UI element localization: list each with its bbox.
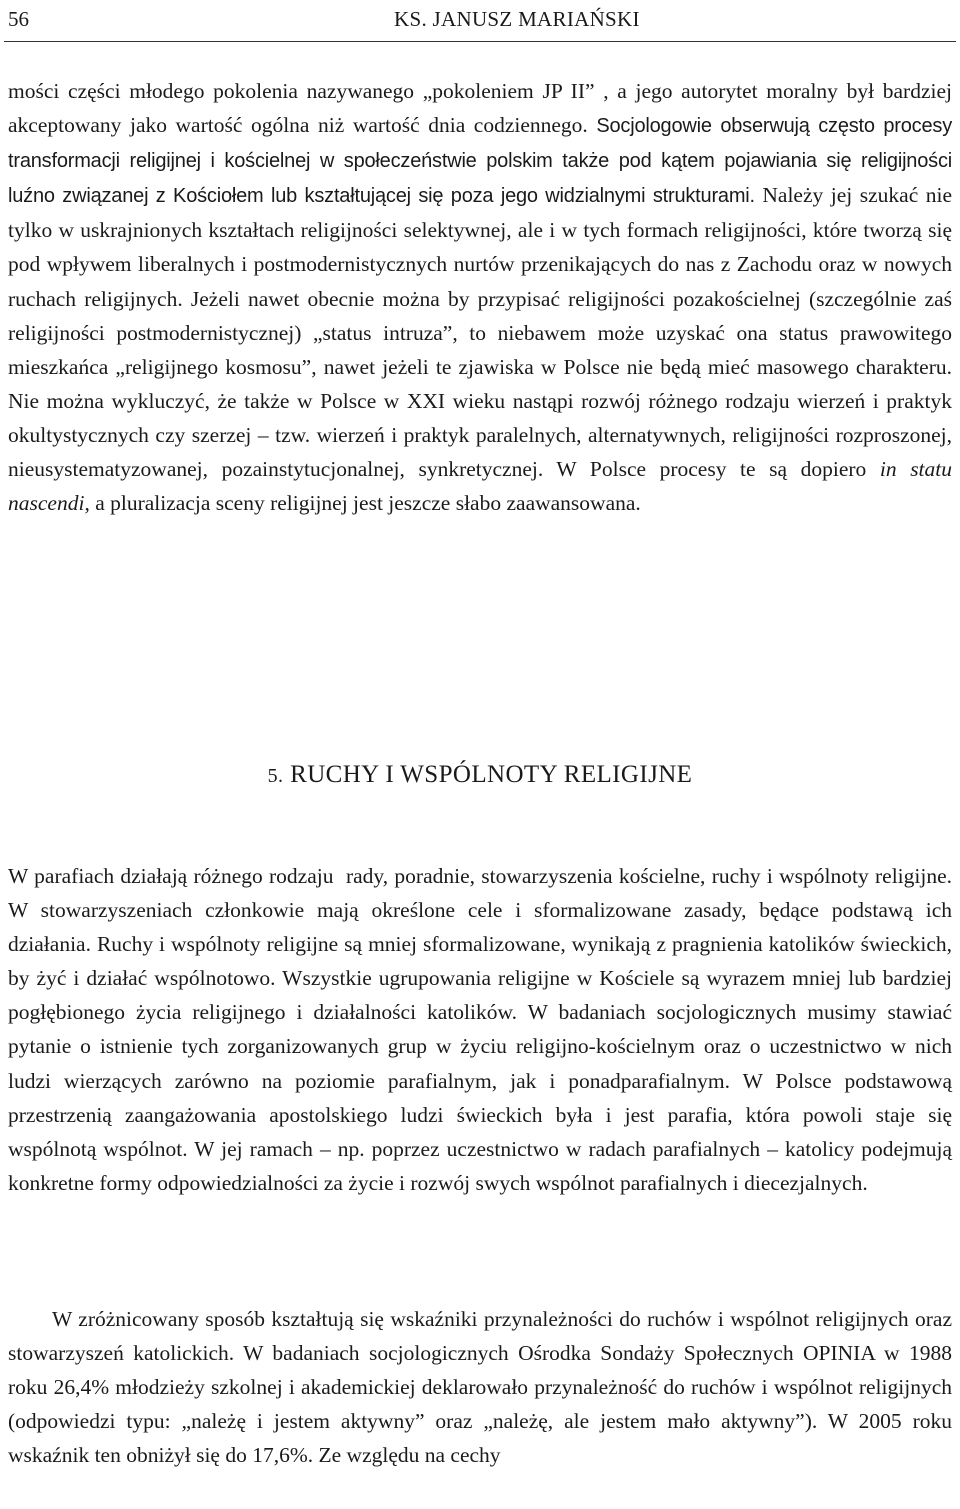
paragraph-2: W parafiach działają różnego rodzaju rady, poradnie, stowarzyszenia kościelne, ruchy i wspólnoty religijne. W stowarzyszeniach członkowie mają określone cele i sformalizowane zasady, będące podstawą ich działania. Ruchy i wspólnoty religijne są mniej sformalizowane, wynikają z pragnienia katolików świeckich, by żyć i działać wspólnotowo. Wszystkie ugrupowania religijne w Kościele są wyrazem mniej lub bardziej pogłębionego życia religijnego i działalności katolików. W badaniach socjologicznych musimy stawiać pytanie o istnienie tych zorganizowanych grup w życiu religijno-kościelnym oraz o uczestnictwo w nich ludzi wierzących zarówno na poziomie parafialnym, jak i ponadparafialnym. W Polsce podstawową przestrzenią zaangażowania apostolskiego ludzi świeckich była i jest parafia, która powoli staje się wspólnotą wspólnot. W jej ramach – np. poprzez uczestnictwo w radach parafialnych – katolicy podejmują konkretne formy odpowiedzialności za życie i rozwój swych wspólnot parafialnych i diecezjalnych. [8, 864, 952, 1195]
section-heading [0, 755, 960, 796]
paragraph-1 [8, 74, 952, 520]
latin-phrase: in statu nascendi [8, 457, 953, 516]
header-rule [4, 41, 956, 42]
paragraph-3: W zróżnicowany sposób kształtują się wskaźniki przynależności do ruchów i wspólnot religijnych oraz stowarzyszeń katolickich. W badaniach socjologicznych Ośrodka Sondaży Społecznych OPINIA w 1988 roku 26,4% młodzieży szkolnej i akademickiej deklarowało przynależność do ruchów i wspólnot religijnych (odpowiedzi typu: „należę i jestem aktywny” oraz „należę, ale jestem mało aktywny”). W 2005 roku wskaźnik ten obniżył się do 17,6%. Ze względu na cechy [8, 1307, 952, 1468]
paragraph-1-text: Należy jej szukać nie tylko w uskrajnionych kształtach religijności selektywnej, ale i w tych formach religijności, które tworzą się pod wpływem liberalnych i postmodernistycznych nurtów przenikających do nas z Zachodu oraz w nowych ruchach religijnych. Jeżeli nawet obecnie można by przypisać religijności pozakościelnej (szczególnie zaś religijności postmodernistycznej) „status intruza”, to niebawem może uzyskać ona status prawowitego mieszkańca „religijnego kosmosu”, nawet jeżeli te zjawiska w Polsce nie będą mieć masowego charakteru. Nie można wykluczyć, że także w Polsce w XXI wieku nastąpi rozwój różnego rodzaju wierzeń i praktyk okultystycznych czy szerzej – tzw. wierzeń i praktyk paralelnych, alternatywnych, religijności rozproszonej, nieusystematyzowanej, pozainstytucjonalnej, synkretycznej. W Polsce procesy te są dopiero [8, 183, 952, 482]
running-header [8, 4, 952, 34]
section-number: 5. [267, 765, 284, 787]
page-number: 56 [8, 7, 29, 31]
paragraph-1-sentence-2: Socjologowie obserwują często procesy transformacji religijnej i kościelnej w społeczeństwie polskim także pod kątem pojawiania się religijności luźno związanej z Kościołem lub kształtującej się poza jego widzialnymi strukturami. [8, 115, 952, 208]
running-title: KS. JANUSZ MARIAŃSKI [394, 7, 640, 31]
paragraph-1-end: , a pluralizacja sceny religijnej jest jeszcze słabo zaawansowana. [84, 491, 641, 516]
section-title: RUCHY I WSPÓLNOTY RELIGIJNE [290, 761, 693, 788]
paragraph-1-sentence-1: mości części młodego pokolenia nazywanego „pokoleniem JP II” , a jego autorytet moralny był bardziej akceptowany jako wartość ogólna niż wartość dnia codziennego. [8, 79, 952, 138]
